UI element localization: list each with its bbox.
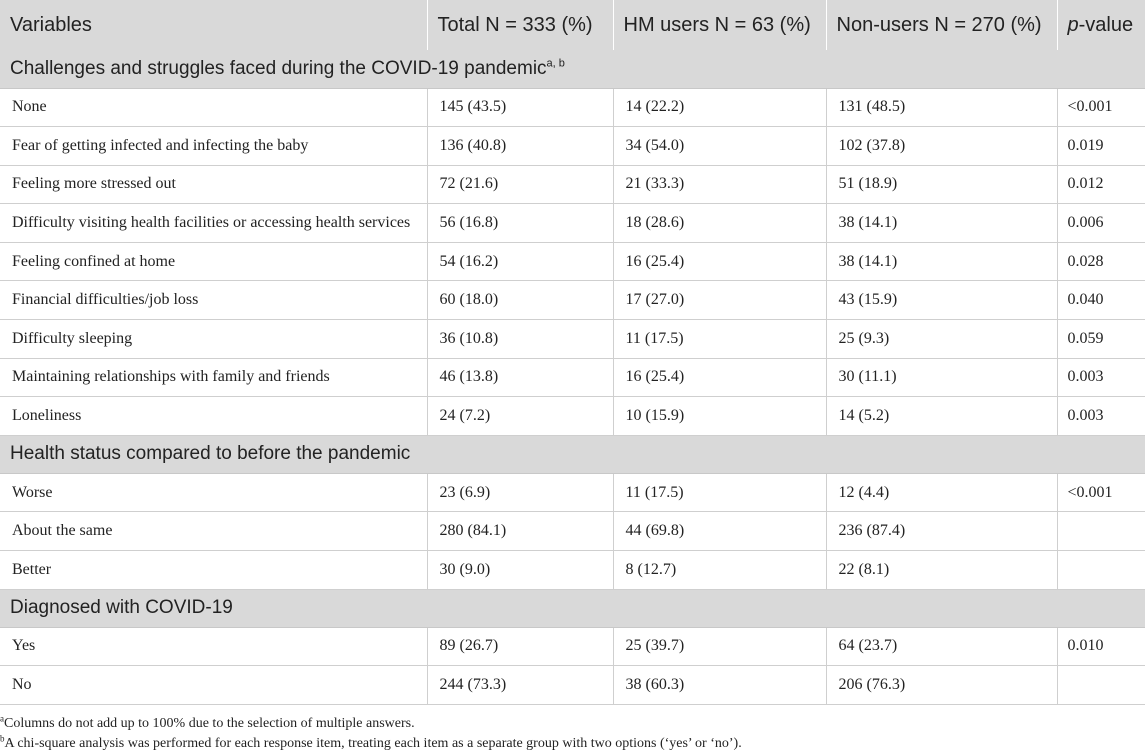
cell-p-value: 0.003	[1057, 397, 1145, 436]
cell-variable: Feeling more stressed out	[0, 165, 427, 204]
header-total: Total N = 333 (%)	[427, 0, 613, 50]
cell-non-users: 22 (8.1)	[826, 551, 1057, 590]
table-row	[0, 242, 1145, 281]
cell-non-users: 12 (4.4)	[826, 473, 1057, 512]
cell-total: 24 (7.2)	[427, 397, 613, 436]
section-row	[0, 50, 1145, 88]
cell-total: 46 (13.8)	[427, 358, 613, 397]
cell-total: 36 (10.8)	[427, 320, 613, 359]
cell-hm-users: 8 (12.7)	[613, 551, 826, 590]
section-row	[0, 435, 1145, 473]
cell-hm-users: 38 (60.3)	[613, 666, 826, 705]
header-variables: Variables	[0, 0, 427, 50]
cell-p-value	[1057, 551, 1145, 590]
table-row	[0, 358, 1145, 397]
cell-hm-users: 16 (25.4)	[613, 358, 826, 397]
section-title-text: Challenges and struggles faced during the COVID-19 pandemic	[10, 57, 547, 79]
cell-non-users: 30 (11.1)	[826, 358, 1057, 397]
section-title-text: Health status compared to before the pandemic	[10, 443, 411, 465]
cell-p-value	[1057, 512, 1145, 551]
cell-hm-users: 14 (22.2)	[613, 88, 826, 127]
header-row	[0, 0, 1145, 50]
cell-p-value: <0.001	[1057, 473, 1145, 512]
cell-variable: Better	[0, 551, 427, 590]
cell-p-value: 0.010	[1057, 627, 1145, 666]
header-hm-users: HM users N = 63 (%)	[613, 0, 826, 50]
section-title	[0, 589, 1145, 627]
cell-hm-users: 44 (69.8)	[613, 512, 826, 551]
cell-variable: Loneliness	[0, 397, 427, 436]
cell-p-value: 0.006	[1057, 204, 1145, 243]
cell-hm-users: 11 (17.5)	[613, 320, 826, 359]
header-p-italic: p	[1067, 13, 1079, 36]
cell-p-value: 0.059	[1057, 320, 1145, 359]
cell-non-users: 51 (18.9)	[826, 165, 1057, 204]
cell-hm-users: 10 (15.9)	[613, 397, 826, 436]
cell-variable: Difficulty visiting health facilities or accessing health services	[0, 204, 427, 243]
table-row	[0, 397, 1145, 436]
cell-non-users: 14 (5.2)	[826, 397, 1057, 436]
cell-non-users: 38 (14.1)	[826, 242, 1057, 281]
footnote-a	[0, 714, 1145, 734]
footnote-a-text: Columns do not add up to 100% due to the selection of multiple answers.	[4, 716, 415, 731]
table-row	[0, 88, 1145, 127]
cell-p-value: 0.040	[1057, 281, 1145, 320]
cell-total: 136 (40.8)	[427, 127, 613, 166]
cell-total: 60 (18.0)	[427, 281, 613, 320]
cell-hm-users: 11 (17.5)	[613, 473, 826, 512]
cell-variable: Fear of getting infected and infecting the baby	[0, 127, 427, 166]
cell-p-value: 0.019	[1057, 127, 1145, 166]
cell-p-value: 0.012	[1057, 165, 1145, 204]
cell-variable: Financial difficulties/job loss	[0, 281, 427, 320]
table-row	[0, 473, 1145, 512]
footnote-a-mark: a	[0, 713, 4, 724]
cell-total: 56 (16.8)	[427, 204, 613, 243]
cell-non-users: 64 (23.7)	[826, 627, 1057, 666]
section-title	[0, 435, 1145, 473]
header-p-value	[1057, 0, 1145, 50]
table-row	[0, 551, 1145, 590]
cell-hm-users: 34 (54.0)	[613, 127, 826, 166]
cell-p-value	[1057, 666, 1145, 705]
cell-variable: Feeling confined at home	[0, 242, 427, 281]
cell-total: 54 (16.2)	[427, 242, 613, 281]
header-non-users: Non-users N = 270 (%)	[826, 0, 1057, 50]
footnote-b-mark: b	[0, 733, 5, 744]
footnote-b	[0, 734, 1145, 754]
header-p-suffix: -value	[1078, 13, 1134, 36]
cell-p-value: <0.001	[1057, 88, 1145, 127]
table-row	[0, 281, 1145, 320]
cell-non-users: 38 (14.1)	[826, 204, 1057, 243]
cell-variable: Yes	[0, 627, 427, 666]
table-header	[0, 0, 1145, 50]
cell-variable: About the same	[0, 512, 427, 551]
cell-p-value: 0.003	[1057, 358, 1145, 397]
table-row	[0, 204, 1145, 243]
cell-total: 280 (84.1)	[427, 512, 613, 551]
cell-p-value: 0.028	[1057, 242, 1145, 281]
table-body	[0, 50, 1145, 704]
section-title-footnote-mark: a, b	[546, 57, 565, 70]
section-title-text: Diagnosed with COVID-19	[10, 597, 233, 619]
cell-variable: Maintaining relationships with family and friends	[0, 358, 427, 397]
cell-total: 72 (21.6)	[427, 165, 613, 204]
cell-hm-users: 18 (28.6)	[613, 204, 826, 243]
cell-hm-users: 17 (27.0)	[613, 281, 826, 320]
table-row	[0, 127, 1145, 166]
footnotes	[0, 714, 1145, 754]
table-row	[0, 512, 1145, 551]
cell-non-users: 206 (76.3)	[826, 666, 1057, 705]
cell-hm-users: 25 (39.7)	[613, 627, 826, 666]
cell-total: 30 (9.0)	[427, 551, 613, 590]
table-row	[0, 320, 1145, 359]
footnote-b-text: A chi-square analysis was performed for each response item, treating each item as a separate group with two options (‘yes’ or ‘no’).	[4, 736, 742, 751]
cell-non-users: 102 (37.8)	[826, 127, 1057, 166]
cell-variable: Difficulty sleeping	[0, 320, 427, 359]
cell-total: 89 (26.7)	[427, 627, 613, 666]
cell-hm-users: 21 (33.3)	[613, 165, 826, 204]
cell-non-users: 43 (15.9)	[826, 281, 1057, 320]
cell-variable: Worse	[0, 473, 427, 512]
cell-variable: No	[0, 666, 427, 705]
section-title	[0, 50, 1145, 88]
table-row	[0, 165, 1145, 204]
cell-total: 23 (6.9)	[427, 473, 613, 512]
cell-variable: None	[0, 88, 427, 127]
cell-hm-users: 16 (25.4)	[613, 242, 826, 281]
table-row	[0, 666, 1145, 705]
cell-total: 244 (73.3)	[427, 666, 613, 705]
section-row	[0, 589, 1145, 627]
cell-non-users: 131 (48.5)	[826, 88, 1057, 127]
cell-total: 145 (43.5)	[427, 88, 613, 127]
table-row	[0, 627, 1145, 666]
cell-non-users: 236 (87.4)	[826, 512, 1057, 551]
cell-non-users: 25 (9.3)	[826, 320, 1057, 359]
